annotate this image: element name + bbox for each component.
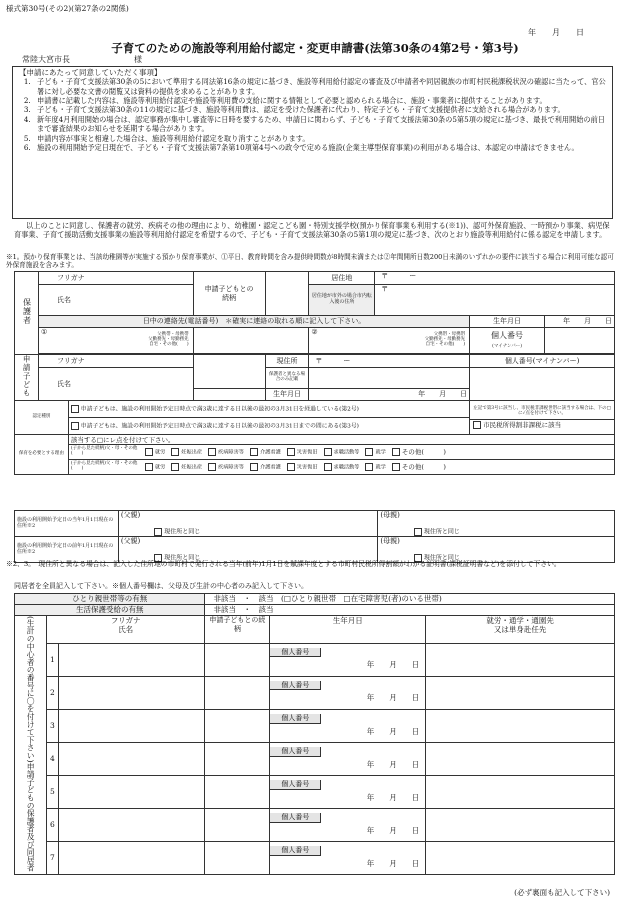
child-my-number-input[interactable]	[470, 368, 615, 401]
household-work-input[interactable]	[426, 676, 615, 709]
household-name-input[interactable]	[58, 841, 205, 874]
household-header-work: 就労・通学・通園先 又は単身赴任先	[426, 616, 615, 644]
household-work-input[interactable]	[426, 775, 615, 808]
residence-father-input[interactable]: 現住所と同じ	[152, 511, 378, 537]
household-header-birth: 生年月日	[270, 616, 426, 644]
child-spacer	[193, 389, 265, 401]
household-side-label: (生計の中心者の番号に〇を付けて下さい)申請子どもの保護者及び同居者	[15, 616, 47, 875]
reason-label: 保育を必要とする理由	[15, 435, 69, 475]
child-furigana-label: フリガナ	[38, 355, 193, 368]
residence-mother-label: (母親)	[378, 511, 412, 537]
agreement-heading: 【申請にあたって同意していただく事項】	[19, 68, 162, 77]
household-work-input[interactable]	[426, 841, 615, 874]
intro-text: 以上のことに同意し、保護者の就労、疾病その他の理由により、幼稚園・認定こども園・特別支援学校(預かり保育事業も利用する(※1))、認可外保育施設、一時預かり事業、病児保育事業、子育て援助活動支援事業の施設等利用給付認定を希望するので、子ども・子育て支援法第30条の5第1項の規定に基づき、次のとおり施設等利用給付に係る認定を申請します。	[14, 221, 610, 240]
agreement-list	[19, 77, 606, 152]
household-row	[15, 841, 615, 874]
addressee: 常陸大宮市長 様	[22, 55, 142, 64]
residence-current-year-label: 施設の利用開始予定日の当年1月1日現在の住所※2	[15, 511, 119, 537]
household-relation-input[interactable]	[205, 775, 270, 808]
guardian-moved-in-input[interactable]: 〒	[375, 285, 615, 316]
child-address-input[interactable]: 〒 ー	[309, 355, 470, 368]
household-relation-input[interactable]	[205, 841, 270, 874]
household-table	[14, 593, 615, 875]
residence-prev-year-label: 施設の利用開始予定日の前年1月1日現在の住所※2	[15, 537, 119, 563]
category-3-checkbox[interactable]	[71, 422, 79, 430]
child-section-label: 申請子ども	[15, 355, 39, 401]
guardian-furigana-label: フリガナ	[38, 272, 193, 285]
guardian-contact-1-kind[interactable]	[193, 328, 309, 354]
guardian-my-number-label: 個人番号 (マイナンバー)	[470, 328, 545, 354]
application-date[interactable]: 年 月 日	[528, 28, 584, 37]
single-parent-label: ひとり親世帯等の有無	[15, 594, 205, 605]
welfare-label: 生活保護受給の有無	[15, 605, 205, 616]
residence-father-label: (父親)	[118, 511, 152, 537]
page-title: 子育てのための施設等利用給付認定・変更申請書(法第30条の4第2号・第3号)	[111, 41, 519, 55]
household-relation-input[interactable]	[205, 808, 270, 841]
household-row	[15, 709, 615, 742]
household-birth-cell[interactable]: 個人番号 年 月 日	[270, 775, 426, 808]
household-birth-cell[interactable]: 個人番号 年 月 日	[270, 709, 426, 742]
guardian-contact-2[interactable]: ② 父携帯・母携帯 父勤務先・母勤務先 自宅・その他( )	[309, 328, 470, 354]
category-label: 認定種別	[15, 401, 69, 435]
guardian-contact-header: 日中の連絡先(電話番号) ＊確実に連絡の取れる順に記入して下さい。	[38, 316, 469, 328]
household-birth-cell[interactable]: 個人番号 年 月 日	[270, 742, 426, 775]
household-intro: 同居者を全員記入して下さい。※個人番号欄は、父母及び生計の中心者のみ記入して下さい。	[14, 582, 308, 590]
reason-row-2[interactable]: (子から見た続柄)父・母・その他( ) 就労 妊娠出産 疾病障害等 介護看護 災害復旧 求職活動等 就学 その他( )	[68, 460, 614, 475]
household-work-input[interactable]	[426, 643, 615, 676]
household-row-number[interactable]: 2	[46, 676, 58, 709]
category-option-2[interactable]: 申請子どもは、施設の利用開始予定日時点で満3歳に達する日以後の最初の3月31日を経過している(第2号)	[68, 401, 469, 418]
guardian-birth-input[interactable]: 年 月 日	[544, 316, 614, 328]
child-address-input-2[interactable]	[309, 368, 470, 389]
agreement-item: 4. 新年度4月利用開始の場合は、認定事務が集中し審査等に日時を要するため、申請日に関わらず、子ども・子育て支援法第30条の5第5項の規定に基づき、最長で利用開始の前日まで審査結果のお知らせを延期する場合があります。	[33, 115, 606, 134]
footer-note: (必ず裏面も記入して下さい)	[514, 888, 610, 897]
child-name-input[interactable]	[193, 355, 265, 389]
note-1: ※1。預かり保育事業とは、当該幼稚園等が実施する預かり保育事業が、①平日、教育時間を含み提供時間数が8時間未満または②年間開所日数200日未満のいずれかの要件に該当する場合に利用可能な認可外保育施設を含みます。	[6, 253, 614, 270]
guardian-relation-label: 申請子どもとの続柄	[193, 272, 265, 316]
nontaxed-check[interactable]: 市民税所得割非課税に該当	[470, 419, 614, 430]
household-birth-cell[interactable]: 個人番号 年 月 日	[270, 808, 426, 841]
household-row-number[interactable]: 6	[46, 808, 58, 841]
household-work-input[interactable]	[426, 808, 615, 841]
guardian-moved-in-label: 居住地が市外の場合市内転入後の住所	[309, 285, 375, 316]
agreement-box	[12, 66, 613, 219]
guardian-name-label: 氏名	[38, 285, 193, 316]
welfare-value[interactable]: 非該当 ・ 該当	[205, 605, 615, 616]
household-relation-input[interactable]	[205, 676, 270, 709]
household-row-number[interactable]: 5	[46, 775, 58, 808]
category-2-checkbox[interactable]	[71, 405, 79, 413]
household-birth-cell[interactable]: 個人番号 年 月 日	[270, 643, 426, 676]
agreement-item: 6. 施設の利用開始予定日現在で、子ども・子育て支援法第7条第10項第4号への政令で定める施設(企業主導型保育事業)の利用がある場合は、本認定の申請はできません。	[33, 143, 606, 152]
child-address-label: 現住所	[265, 355, 309, 368]
guardian-section-label: 保護者	[15, 272, 39, 355]
guardian-relation-input[interactable]	[265, 272, 309, 316]
residence-mother-input[interactable]: 現住所と同じ	[412, 537, 615, 563]
household-name-input[interactable]	[58, 742, 205, 775]
applicant-table	[14, 271, 615, 475]
household-birth-cell[interactable]: 個人番号 年 月 日	[270, 841, 426, 874]
household-relation-input[interactable]	[205, 742, 270, 775]
single-parent-value[interactable]: 非該当 ・ 該当 (□ひとり親世帯 □在宅障害児(者)のいる世帯)	[205, 594, 615, 605]
household-name-input[interactable]	[58, 676, 205, 709]
household-relation-input[interactable]	[205, 643, 270, 676]
category-right-note: 左記で第3号に該当し、市民税非課税世帯に該当する場合は、下の□に✓点を付けて下さい。	[473, 406, 611, 417]
guardian-my-number-input[interactable]	[544, 328, 614, 354]
child-birth-input[interactable]: 年 月 日	[309, 389, 470, 401]
guardian-address-input[interactable]: 〒 ー	[375, 272, 615, 285]
household-birth-cell[interactable]: 個人番号 年 月 日	[270, 676, 426, 709]
nontaxed-checkbox[interactable]	[473, 421, 481, 429]
household-name-input[interactable]	[58, 775, 205, 808]
household-row	[15, 775, 615, 808]
household-row	[15, 742, 615, 775]
household-row-number[interactable]: 1	[46, 643, 58, 676]
agreement-item: 2. 申請書に記載した内容は、施設等利用給付認定や施設等利用費の支給に関する情報として必要と認められる場合に、施設・事業者に提供することがあります。	[33, 96, 606, 105]
residence-father-input[interactable]: 現住所と同じ	[152, 537, 378, 563]
residence-mother-label: (母親)	[378, 537, 412, 563]
household-header-name: フリガナ 氏名	[46, 616, 205, 644]
note-2-3: ※2、3。 現住所と異なる場合は、記入した住所地の市町村で発行される当年(前年)1月1日を賦課年度とする市町村民税所得割額がわかる証明書(課税証明書など)を添付して下さい。	[6, 560, 561, 568]
household-row	[15, 643, 615, 676]
agreement-item: 1. 子ども・子育て支援法第30条の5において準用する同法第16条の規定に基づき、施設等利用給付認定の審査及び申請者や同居親族の市町村民税課税状況の確認に当たって、官公署に対し必要な文書の閲覧又は資料の提供を求めることがあります。	[33, 77, 606, 96]
residence-table	[14, 510, 615, 563]
guardian-contact-1[interactable]: ① 父携帯・母携帯 父勤務先・母勤務先 自宅・その他( )	[38, 328, 193, 354]
form-number: 様式第30号(その2)(第27条の2関係)	[6, 4, 129, 13]
household-row	[15, 676, 615, 709]
residence-father-label: (父親)	[118, 537, 152, 563]
child-birth-label: 生年月日	[265, 389, 309, 401]
agreement-item: 5. 申請内容が事実と相違した場合は、施設等利用給付認定を取り消すことがあります。	[33, 134, 606, 143]
household-relation-input[interactable]	[205, 709, 270, 742]
household-name-input[interactable]	[58, 709, 205, 742]
household-name-input[interactable]	[58, 808, 205, 841]
household-work-input[interactable]	[426, 742, 615, 775]
reason-row-1[interactable]: (子から見た続柄)父・母・その他( ) 就労 妊娠出産 疾病障害等 介護看護 災害復旧 求職活動等 就学 その他( )	[68, 445, 614, 460]
guardian-address-label: 居住地	[309, 272, 375, 285]
household-header-relation: 申請子どもとの続柄	[205, 616, 270, 644]
household-work-input[interactable]	[426, 709, 615, 742]
child-address-note: 保護者と異なる場合のみ記載	[265, 368, 309, 389]
residence-mother-input[interactable]: 現住所と同じ	[412, 511, 615, 537]
category-option-3[interactable]: 申請子どもは、施設の利用開始予定日時点で満3歳に達する日以後の最初の3月31日までの間にある(第3号)	[68, 418, 469, 435]
household-row-number[interactable]: 3	[46, 709, 58, 742]
child-my-number-label: 個人番号(マイナンバー)	[470, 355, 615, 368]
child-name-label: 氏名	[38, 368, 193, 401]
household-name-input[interactable]	[58, 643, 205, 676]
guardian-birth-label: 生年月日	[470, 316, 545, 328]
household-row-number[interactable]: 7	[46, 841, 58, 874]
household-row-number[interactable]: 4	[46, 742, 58, 775]
reason-instructions: 該当する□にレ点を付けて下さい。	[68, 435, 614, 445]
agreement-item: 3. 子ども・子育て支援法第30条の11の規定に基づき、施設等利用費は、認定を受けた保護者に代わり、特定子ども・子育て支援提供者に支給される場合があります。	[33, 105, 606, 114]
category-right	[470, 401, 615, 435]
household-row	[15, 808, 615, 841]
